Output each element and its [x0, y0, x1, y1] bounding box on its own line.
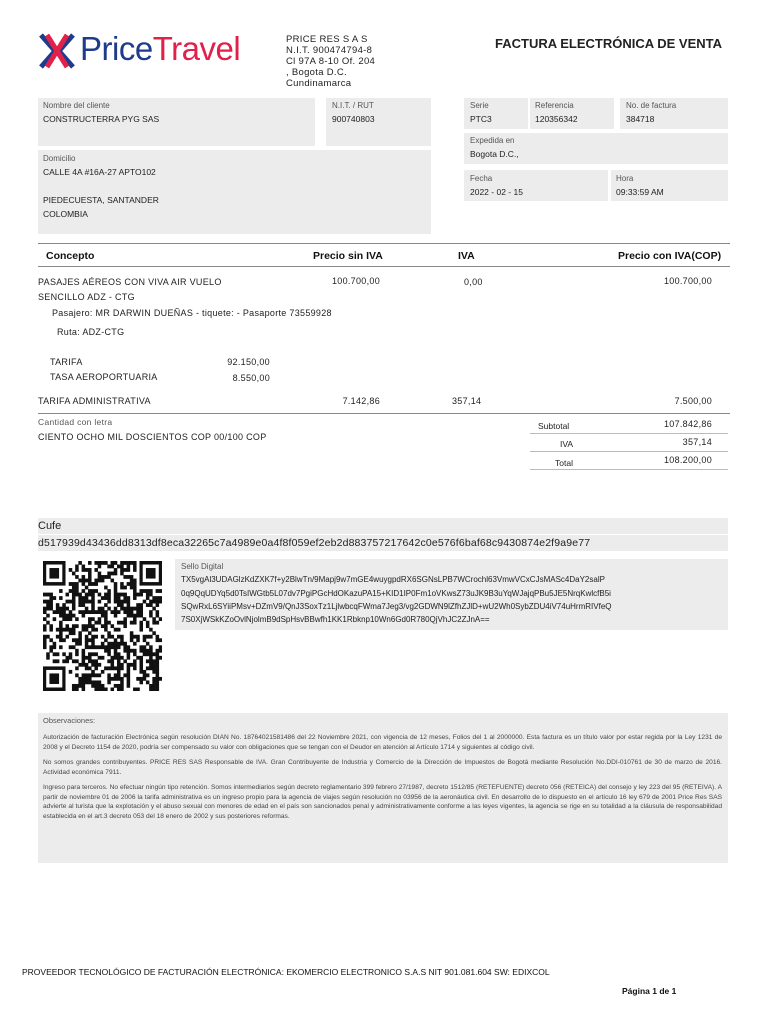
- issued-in-label: Expedida en: [470, 136, 515, 145]
- issued-in-value: Bogota D.C.,: [470, 149, 519, 159]
- serie-box: [464, 98, 528, 129]
- header-concepto: Concepto: [46, 250, 95, 262]
- observation-paragraph-3: Ingreso para terceros. No efectuar ningún tipo retención. Somos intermediarios según decreto reglamentario 399 febrero 27/1987, decreto 1512/85 (RETEFUENTE) decreto 056 (RETEICA) del consejo y ley 223 del 95 (RETEIVA). A partir de noviembre 01 de 2006 la tarifa administrativa es un ingreso propio para la agencia de viajes según resolución no 03956 de la aeronáutica civil. En desarrollo de lo dispuesto en el artículo 16 ley 679 de 2001 Price Res SAS advierte al turista que la explotación y el abuso sexual con menores de edad en el país son sancionados penal y administrativamente conforme a las leyes vigentes, la agencia se rige en su totalidad a la cláusula de responsabilidad establecida en el art.3 decreto 053 del 18 enero de 2002 y sus posteriores reformas.: [43, 784, 722, 820]
- client-address-box: [38, 150, 431, 234]
- invoice-number-box: [620, 98, 728, 129]
- cufe-value: d517939d43436dd8313df8eca32265c7a4989e0a4f8f059ef2eb2d883757217642c0e576f6baf68c9430874e2f9a9e77: [38, 537, 591, 549]
- digital-seal-line1: TX5vgAl3UDAGlzKdZXK7f+y2BlwTn/9Mapj9w7mGE4wuygpdRX6SGNsLPB7WCrochl63VmwVCxCJsMASc4DaY2salP: [181, 575, 605, 584]
- item2-label: TARIFA ADMINISTRATIVA: [38, 396, 151, 406]
- iva-total-value: 357,14: [682, 437, 712, 447]
- item2-iva: 357,14: [452, 396, 482, 406]
- header-iva: IVA: [458, 250, 475, 262]
- issuer-address: Cl 97A 8-10 Of. 204: [286, 56, 376, 67]
- qr-code-graphic: [43, 561, 162, 691]
- item1-line2: SENCILLO ADZ - CTG: [38, 292, 135, 302]
- date-value: 2022 - 02 - 15: [470, 187, 523, 197]
- observation-paragraph-2: No somos grandes contribuyentes. PRICE RES SAS Responsable de IVA. Gran Contribuyente de Industria y Comercio de la Dirección de Impuestos de Bogotá mediante Resolución No.DDI-010761 de 30 de marzo de 2016. Actividad económica 7911.: [43, 759, 722, 776]
- header-precio-sin-iva: Precio sin IVA: [313, 250, 383, 262]
- client-name-box: [38, 98, 315, 146]
- serie-label: Serie: [470, 101, 489, 110]
- date-box: [464, 170, 608, 201]
- iva-total-label: IVA: [560, 439, 574, 449]
- observation-paragraph-1: Autorización de facturación Electrónica según resolución DIAN No. 18764021581486 del 22 Noviembre 2021, con vigencia de 12 meses, Folios del 1 al 2000000. Esta factura es un título valor por estar regida por la Ley 1231 de 2008 y el Decreto 1154 de 2020, podría ser compensado su valor con obligaciones que se tengan con el Deudor en atención al Artículo 1714 y siguientes al código civil.: [43, 734, 722, 751]
- item1-tasa-label: TASA AEROPORTUARIA: [50, 372, 158, 382]
- issuer-city: , Bogota D.C.: [286, 67, 347, 78]
- item1-tasa: 8.550,00: [232, 373, 270, 383]
- item1-iva: 0,00: [464, 277, 483, 287]
- digital-seal-line3: SQwRxL6SYiiPMsv+DZmV9/QnJ3SoxTz1LjlwbcqFWma7Jeg3/vg2GDWN9lZfhZJlD+wU2Wh0SybZDU4iV74uHrmRIVfeQ: [181, 602, 612, 611]
- table-top-divider: [38, 243, 730, 244]
- item1-precio-sin-iva: 100.700,00: [331, 276, 380, 286]
- serie-value: PTC3: [470, 114, 492, 124]
- client-address-line3: COLOMBIA: [43, 209, 88, 219]
- tech-provider: PROVEEDOR TECNOLÓGICO DE FACTURACIÓN ELECTRÓNICA: EKOMERCIO ELECTRONICO S.A.S NIT 901.081.604 SW: EDIXCOL: [22, 967, 550, 977]
- item2-precio-con-iva: 7.500,00: [674, 396, 712, 406]
- amount-words-label: Cantidad con letra: [38, 417, 113, 427]
- brand-name-part1: Price: [80, 30, 153, 67]
- digital-seal-line2: 0q9QqUDYq5d0TsIWGtb5L07dv7PgiPGcHdOKazuPA15+KID1IP0Fm1oVKwsZ73uJK9B3uYqWJajqPBu5JE5NrqKwlcfB5i: [181, 589, 611, 598]
- issuer-nit: N.I.T. 900474794-8: [286, 45, 373, 56]
- page-number: Página 1 de 1: [622, 986, 677, 996]
- client-nit-box: [326, 98, 431, 146]
- digital-seal-box: [175, 559, 728, 630]
- digital-seal-line4: 7S0XjWSkKZoOvlNjolmB9dSpHsvBBwfh1KK1Rbknp10Wn6Gd0R780QjVhJC2ZJnA==: [181, 615, 490, 624]
- cufe-value-box: [38, 535, 728, 551]
- qr-code-icon: [43, 561, 162, 691]
- item1-route: Ruta: ADZ-CTG: [57, 327, 125, 337]
- client-name-label: Nombre del cliente: [43, 101, 110, 110]
- client-address-line1: CALLE 4A #16A-27 APTO102: [43, 167, 156, 177]
- issuer-name: PRICE RES S A S: [286, 34, 368, 45]
- brand-name-part2: Travel: [152, 30, 241, 67]
- reference-label: Referencia: [535, 101, 574, 110]
- issuer-info: [286, 34, 375, 89]
- document-title: FACTURA ELECTRÓNICA DE VENTA: [495, 36, 723, 51]
- time-box: [611, 170, 728, 201]
- item1-precio-con-iva: 100.700,00: [663, 276, 712, 286]
- date-label: Fecha: [470, 174, 493, 183]
- brand-logo: [38, 30, 274, 70]
- reference-box: [530, 98, 614, 129]
- client-address-label: Domicilio: [43, 154, 76, 163]
- total-value: 108.200,00: [663, 455, 712, 465]
- item1-line1: PASAJES AÉREOS CON VIVA AIR VUELO: [38, 277, 222, 287]
- item1-tarifa: 92.150,00: [227, 357, 270, 367]
- issued-in-box: [464, 133, 728, 164]
- item2-precio-sin-iva: 7.142,86: [342, 396, 380, 406]
- items-bottom-divider: [38, 413, 730, 414]
- invoice-number-label: No. de factura: [626, 101, 677, 110]
- iva-divider: [530, 451, 728, 452]
- issuer-department: Cundinamarca: [286, 78, 352, 89]
- cufe-label-box: [38, 518, 728, 534]
- subtotal-divider: [530, 433, 728, 434]
- observations-box: [38, 713, 728, 863]
- header-precio-con-iva: Precio con IVA(COP): [618, 250, 722, 262]
- client-nit-label: N.I.T. / RUT: [332, 101, 374, 110]
- item1-passenger: Pasajero: MR DARWIN DUEÑAS - tiquete: - Pasaporte 73559928: [52, 308, 332, 318]
- client-name: CONSTRUCTERRA PYG SAS: [43, 114, 160, 124]
- subtotal-value: 107.842,86: [663, 419, 712, 429]
- observations-text: [43, 733, 722, 827]
- reference-value: 120356342: [535, 114, 578, 124]
- client-address-line2: PIEDECUESTA, SANTANDER: [43, 195, 159, 205]
- amount-words: CIENTO OCHO MIL DOSCIENTOS COP 00/100 COP: [38, 432, 267, 442]
- client-nit: 900740803: [332, 114, 375, 124]
- brand-name: [80, 30, 240, 68]
- table-header-divider: [38, 266, 730, 267]
- pricetravel-x-icon: [38, 32, 76, 70]
- observations-label: Observaciones:: [43, 716, 96, 725]
- cufe-label: Cufe: [38, 520, 62, 532]
- invoice-number: 384718: [626, 114, 655, 124]
- time-label: Hora: [616, 174, 634, 183]
- total-divider: [530, 469, 728, 470]
- subtotal-label: Subtotal: [538, 421, 570, 431]
- digital-seal-label: Sello Digital: [181, 562, 224, 571]
- item1-tarifa-label: TARIFA: [50, 357, 83, 367]
- time-value: 09:33:59 AM: [616, 187, 664, 197]
- total-label: Total: [555, 458, 573, 468]
